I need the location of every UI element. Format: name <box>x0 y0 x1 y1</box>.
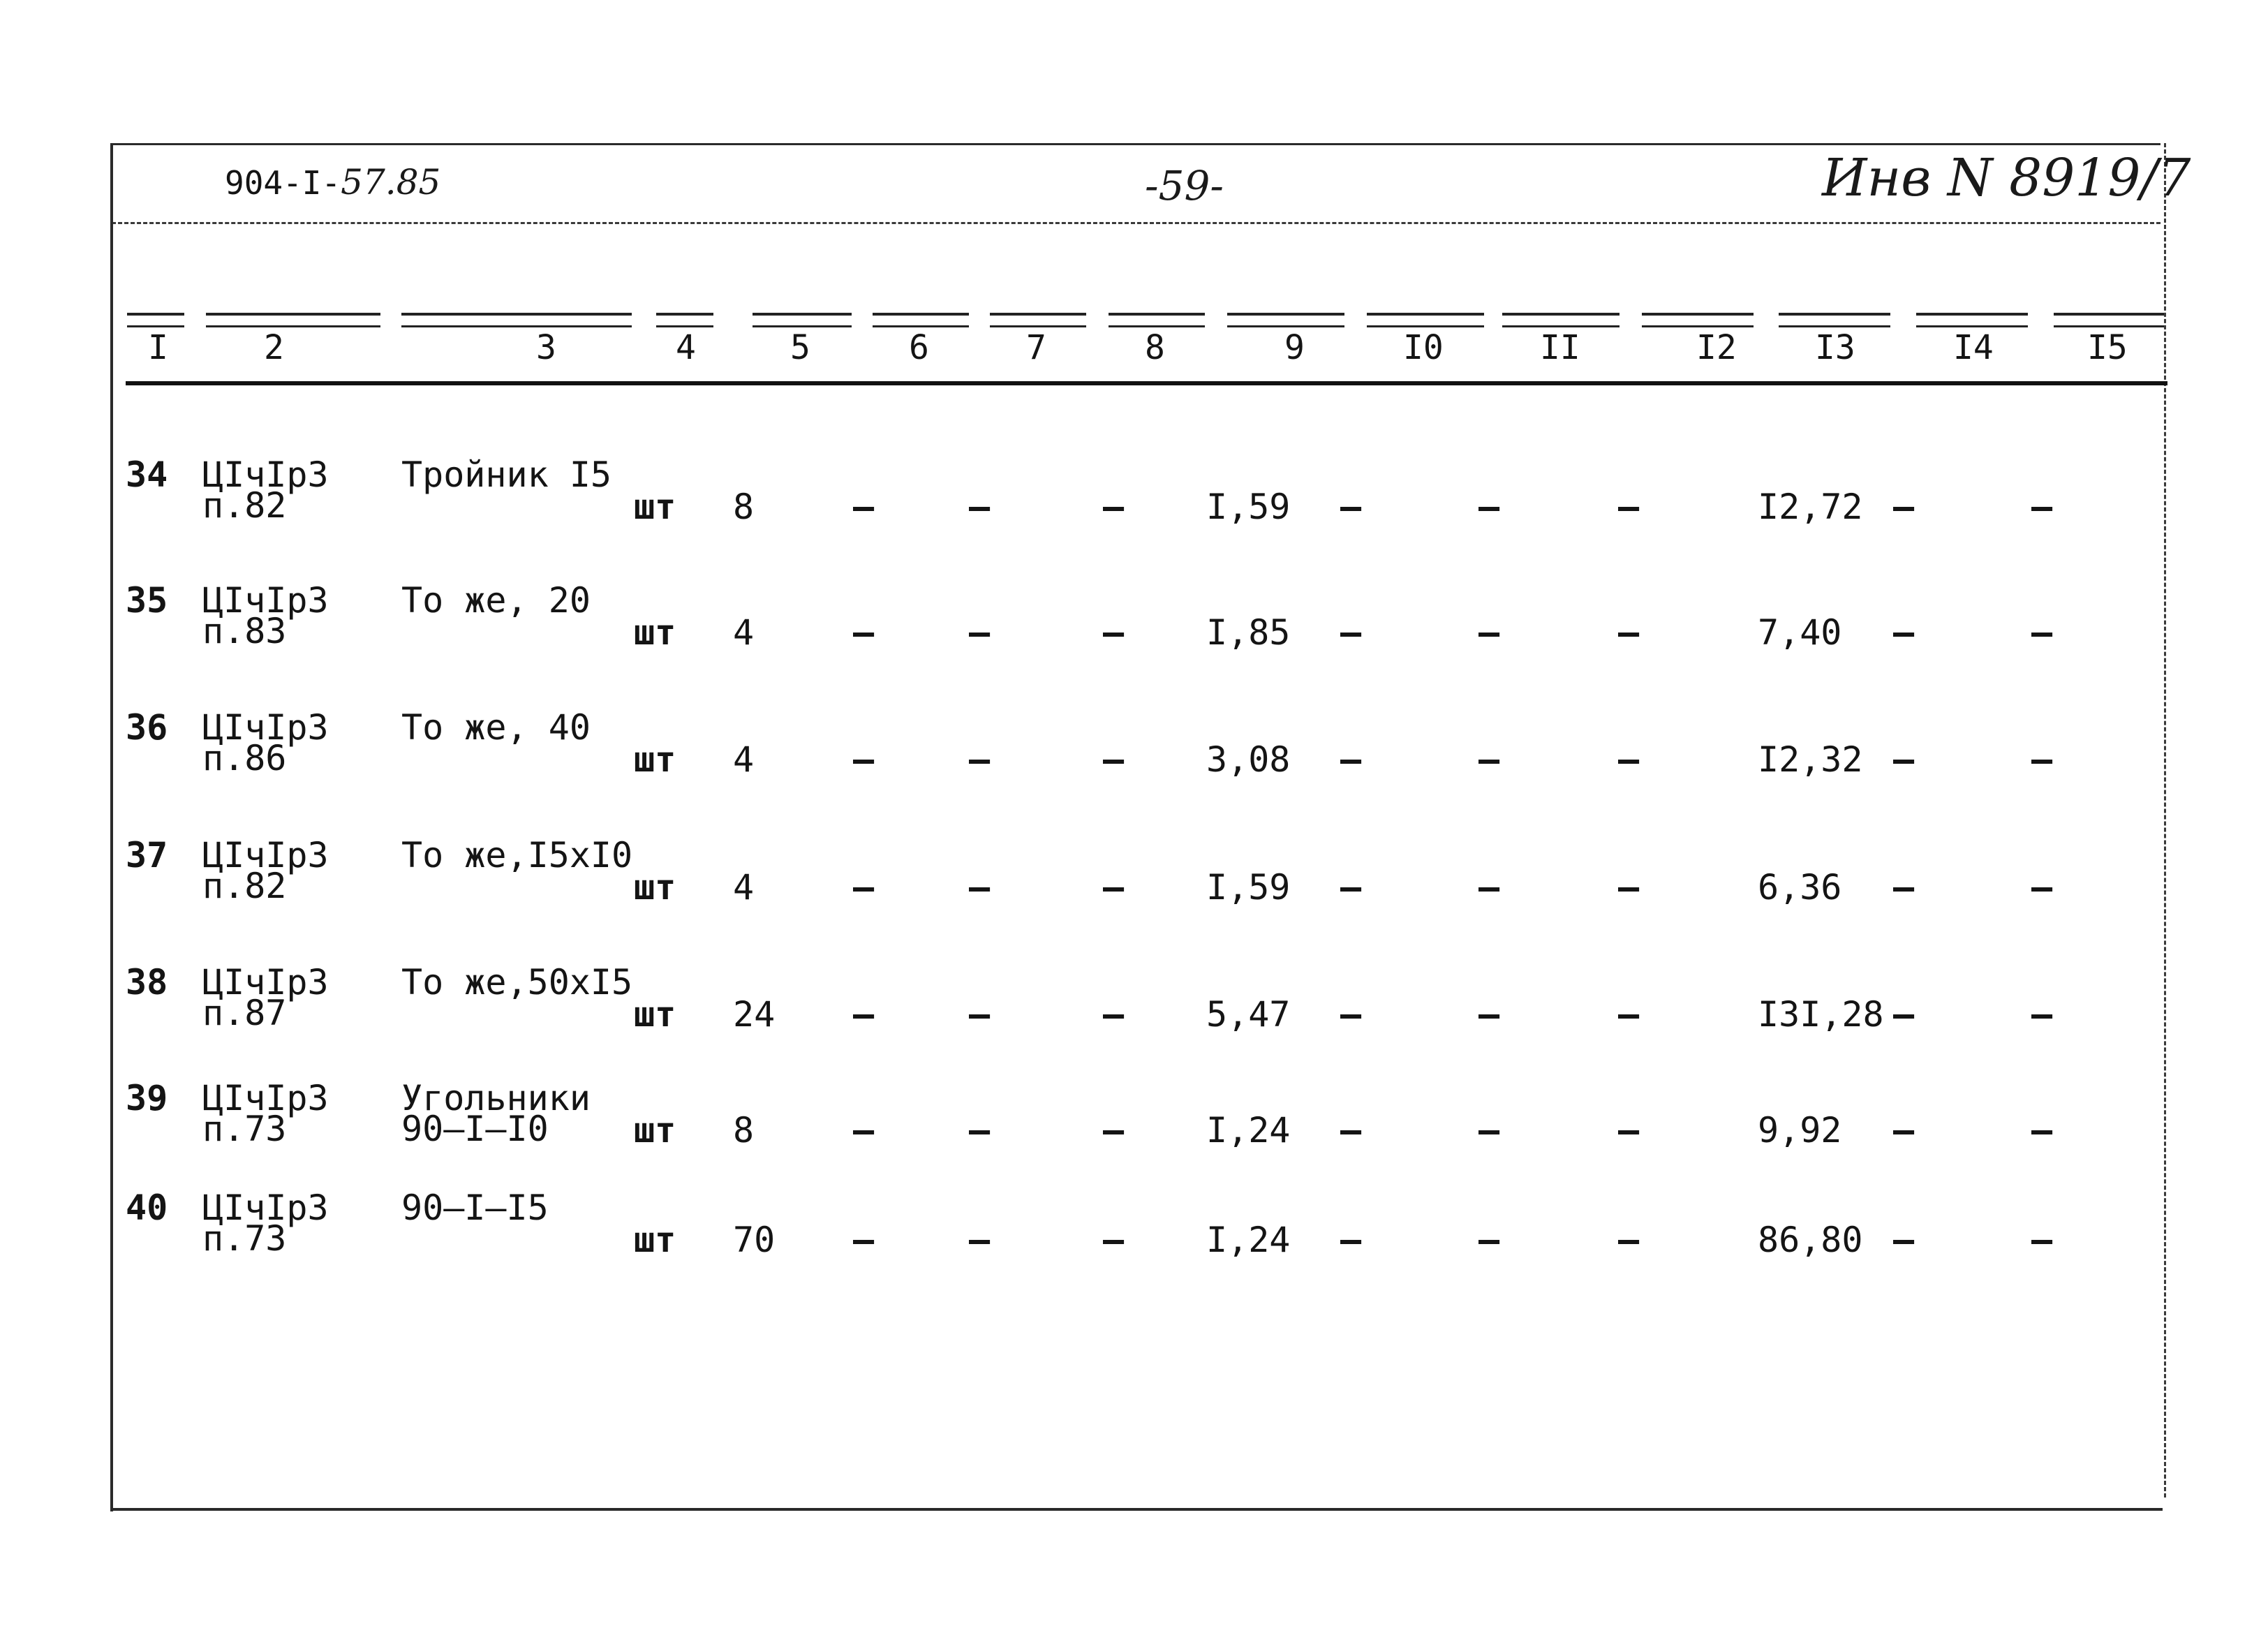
header-dash <box>753 313 852 327</box>
item-name: То же, 40 <box>401 707 591 748</box>
col14-cell: – <box>1893 739 1915 780</box>
col10-cell: – <box>1340 487 1362 527</box>
col9-cell: I,59 <box>1206 487 1291 527</box>
col14-cell: – <box>1893 1220 1915 1260</box>
column-header: I <box>148 328 168 367</box>
header-dash <box>1367 313 1484 327</box>
table-row <box>0 962 2268 1063</box>
col11-cell: – <box>1478 612 1500 653</box>
unit-cell: шт <box>634 867 676 908</box>
col14-cell: – <box>1893 867 1915 908</box>
row-number: 38 <box>126 962 168 1003</box>
header-dash <box>1916 313 2028 327</box>
header-dash <box>401 313 632 327</box>
col11-cell: – <box>1478 1110 1500 1151</box>
col15-cell: – <box>2031 739 2053 780</box>
table-row <box>0 454 2268 555</box>
unit-cell: шт <box>634 487 676 527</box>
header-dash <box>656 313 713 327</box>
table-row <box>0 835 2268 936</box>
norm-code: ЦIчIр3 <box>202 835 329 875</box>
item-name: 90–I–I5 <box>401 1188 549 1228</box>
col8-cell: – <box>1103 739 1125 780</box>
col12-cell: – <box>1618 1110 1640 1151</box>
header-dash <box>1779 313 1890 327</box>
norm-code: ЦIчIр3 <box>202 454 329 495</box>
quantity-cell: 8 <box>733 1110 755 1151</box>
item-name: То же, 20 <box>401 580 591 621</box>
header-dash <box>1227 313 1344 327</box>
norm-reference: п.73 <box>202 1218 287 1259</box>
col7-cell: – <box>969 994 991 1035</box>
quantity-cell: 4 <box>733 739 755 780</box>
col13-cell: 6,36 <box>1758 867 1842 908</box>
col14-cell: – <box>1893 487 1915 527</box>
column-header: 8 <box>1145 328 1165 367</box>
item-name-line2: 90–I–I0 <box>401 1109 549 1149</box>
norm-code: ЦIчIр3 <box>202 1188 329 1228</box>
column-header: I2 <box>1696 328 1737 367</box>
header-rule <box>126 381 2167 385</box>
col9-cell: 5,47 <box>1206 994 1291 1035</box>
table-row <box>0 1078 2268 1178</box>
column-header: 7 <box>1026 328 1046 367</box>
document-code-handwritten: 57.85 <box>341 162 441 202</box>
col10-cell: – <box>1340 867 1362 908</box>
table-row <box>0 707 2268 808</box>
col8-cell: – <box>1103 994 1125 1035</box>
col7-cell: – <box>969 1220 991 1260</box>
norm-reference: п.82 <box>202 485 287 526</box>
row-number: 36 <box>126 707 168 748</box>
header-dash <box>1642 313 1754 327</box>
col9-cell: I,59 <box>1206 867 1291 908</box>
col8-cell: – <box>1103 612 1125 653</box>
frame-bottom-line <box>110 1508 2163 1511</box>
unit-cell: шт <box>634 739 676 780</box>
col13-cell: 9,92 <box>1758 1110 1842 1151</box>
quantity-cell: 4 <box>733 612 755 653</box>
col14-cell: – <box>1893 994 1915 1035</box>
item-name: То же,I5xI0 <box>401 835 633 875</box>
col7-cell: – <box>969 1110 991 1151</box>
document-code-printed: 904-I- <box>225 164 341 202</box>
col7-cell: – <box>969 612 991 653</box>
col6-cell: – <box>853 1110 875 1151</box>
row-number: 34 <box>126 454 168 495</box>
col12-cell: – <box>1618 1220 1640 1260</box>
norm-code: ЦIчIр3 <box>202 1078 329 1118</box>
col15-cell: – <box>2031 1110 2053 1151</box>
col11-cell: – <box>1478 1220 1500 1260</box>
col9-cell: I,24 <box>1206 1220 1291 1260</box>
norm-reference: п.87 <box>202 993 287 1033</box>
document-code <box>225 162 440 202</box>
norm-reference: п.83 <box>202 611 287 651</box>
header-dash <box>127 313 184 327</box>
col11-cell: – <box>1478 867 1500 908</box>
col6-cell: – <box>853 487 875 527</box>
col7-cell: – <box>969 739 991 780</box>
col7-cell: – <box>969 487 991 527</box>
frame-top-line <box>112 143 2160 145</box>
norm-code: ЦIчIр3 <box>202 707 329 748</box>
col11-cell: – <box>1478 739 1500 780</box>
col12-cell: – <box>1618 612 1640 653</box>
col8-cell: – <box>1103 1220 1125 1260</box>
col15-cell: – <box>2031 994 2053 1035</box>
quantity-cell: 8 <box>733 487 755 527</box>
table-row <box>0 580 2268 681</box>
inventory-number: Инв N 8919/7 <box>1822 148 2191 208</box>
frame-right-line <box>2164 143 2166 1498</box>
header-dash <box>206 313 380 327</box>
table-row <box>0 1190 2268 1288</box>
col8-cell: – <box>1103 487 1125 527</box>
item-name: Угольники <box>401 1078 591 1118</box>
col12-cell: – <box>1618 487 1640 527</box>
col9-cell: I,85 <box>1206 612 1291 653</box>
col6-cell: – <box>853 739 875 780</box>
column-header: 6 <box>909 328 929 367</box>
unit-cell: шт <box>634 1220 676 1260</box>
column-header: 4 <box>676 328 696 367</box>
col10-cell: – <box>1340 739 1362 780</box>
column-header: II <box>1540 328 1580 367</box>
col13-cell: I2,72 <box>1758 487 1863 527</box>
col15-cell: – <box>2031 867 2053 908</box>
column-header: 5 <box>790 328 810 367</box>
page-number: -59- <box>1145 162 1224 209</box>
item-name: Тройник I5 <box>401 454 612 495</box>
header-dash <box>990 313 1086 327</box>
col7-cell: – <box>969 867 991 908</box>
row-number: 35 <box>126 580 168 621</box>
column-header: I0 <box>1403 328 1444 367</box>
header-dash <box>1502 313 1620 327</box>
row-number: 37 <box>126 835 168 875</box>
col15-cell: – <box>2031 487 2053 527</box>
col13-cell: 86,80 <box>1758 1220 1863 1260</box>
col10-cell: – <box>1340 1220 1362 1260</box>
col12-cell: – <box>1618 994 1640 1035</box>
norm-reference: п.73 <box>202 1109 287 1149</box>
unit-cell: шт <box>634 612 676 653</box>
column-header: 9 <box>1284 328 1305 367</box>
row-number: 39 <box>126 1078 168 1118</box>
col10-cell: – <box>1340 1110 1362 1151</box>
norm-reference: п.86 <box>202 738 287 778</box>
column-header: I4 <box>1953 328 1994 367</box>
col6-cell: – <box>853 867 875 908</box>
column-header: I3 <box>1815 328 1855 367</box>
frame-title-rule <box>112 222 2160 224</box>
column-header: 2 <box>264 328 284 367</box>
frame-left-line <box>110 143 113 1511</box>
norm-reference: п.82 <box>202 866 287 906</box>
col13-cell: 7,40 <box>1758 612 1842 653</box>
col6-cell: – <box>853 1220 875 1260</box>
column-header: 3 <box>536 328 556 367</box>
col10-cell: – <box>1340 612 1362 653</box>
header-dash <box>1109 313 1205 327</box>
col14-cell: – <box>1893 1110 1915 1151</box>
quantity-cell: 4 <box>733 867 755 908</box>
col9-cell: 3,08 <box>1206 739 1291 780</box>
quantity-cell: 70 <box>733 1220 776 1260</box>
unit-cell: шт <box>634 994 676 1035</box>
col11-cell: – <box>1478 487 1500 527</box>
row-number: 40 <box>126 1188 168 1228</box>
col14-cell: – <box>1893 612 1915 653</box>
col8-cell: – <box>1103 1110 1125 1151</box>
quantity-cell: 24 <box>733 994 776 1035</box>
col15-cell: – <box>2031 1220 2053 1260</box>
col12-cell: – <box>1618 739 1640 780</box>
header-dash <box>873 313 969 327</box>
col9-cell: I,24 <box>1206 1110 1291 1151</box>
norm-code: ЦIчIр3 <box>202 580 329 621</box>
norm-code: ЦIчIр3 <box>202 962 329 1003</box>
col13-cell: I3I,28 <box>1758 994 1884 1035</box>
col12-cell: – <box>1618 867 1640 908</box>
item-name: То же,50xI5 <box>401 962 633 1003</box>
col13-cell: I2,32 <box>1758 739 1863 780</box>
unit-cell: шт <box>634 1110 676 1151</box>
col8-cell: – <box>1103 867 1125 908</box>
col6-cell: – <box>853 612 875 653</box>
col6-cell: – <box>853 994 875 1035</box>
col15-cell: – <box>2031 612 2053 653</box>
col10-cell: – <box>1340 994 1362 1035</box>
header-dash <box>2054 313 2164 327</box>
col11-cell: – <box>1478 994 1500 1035</box>
column-header: I5 <box>2087 328 2128 367</box>
